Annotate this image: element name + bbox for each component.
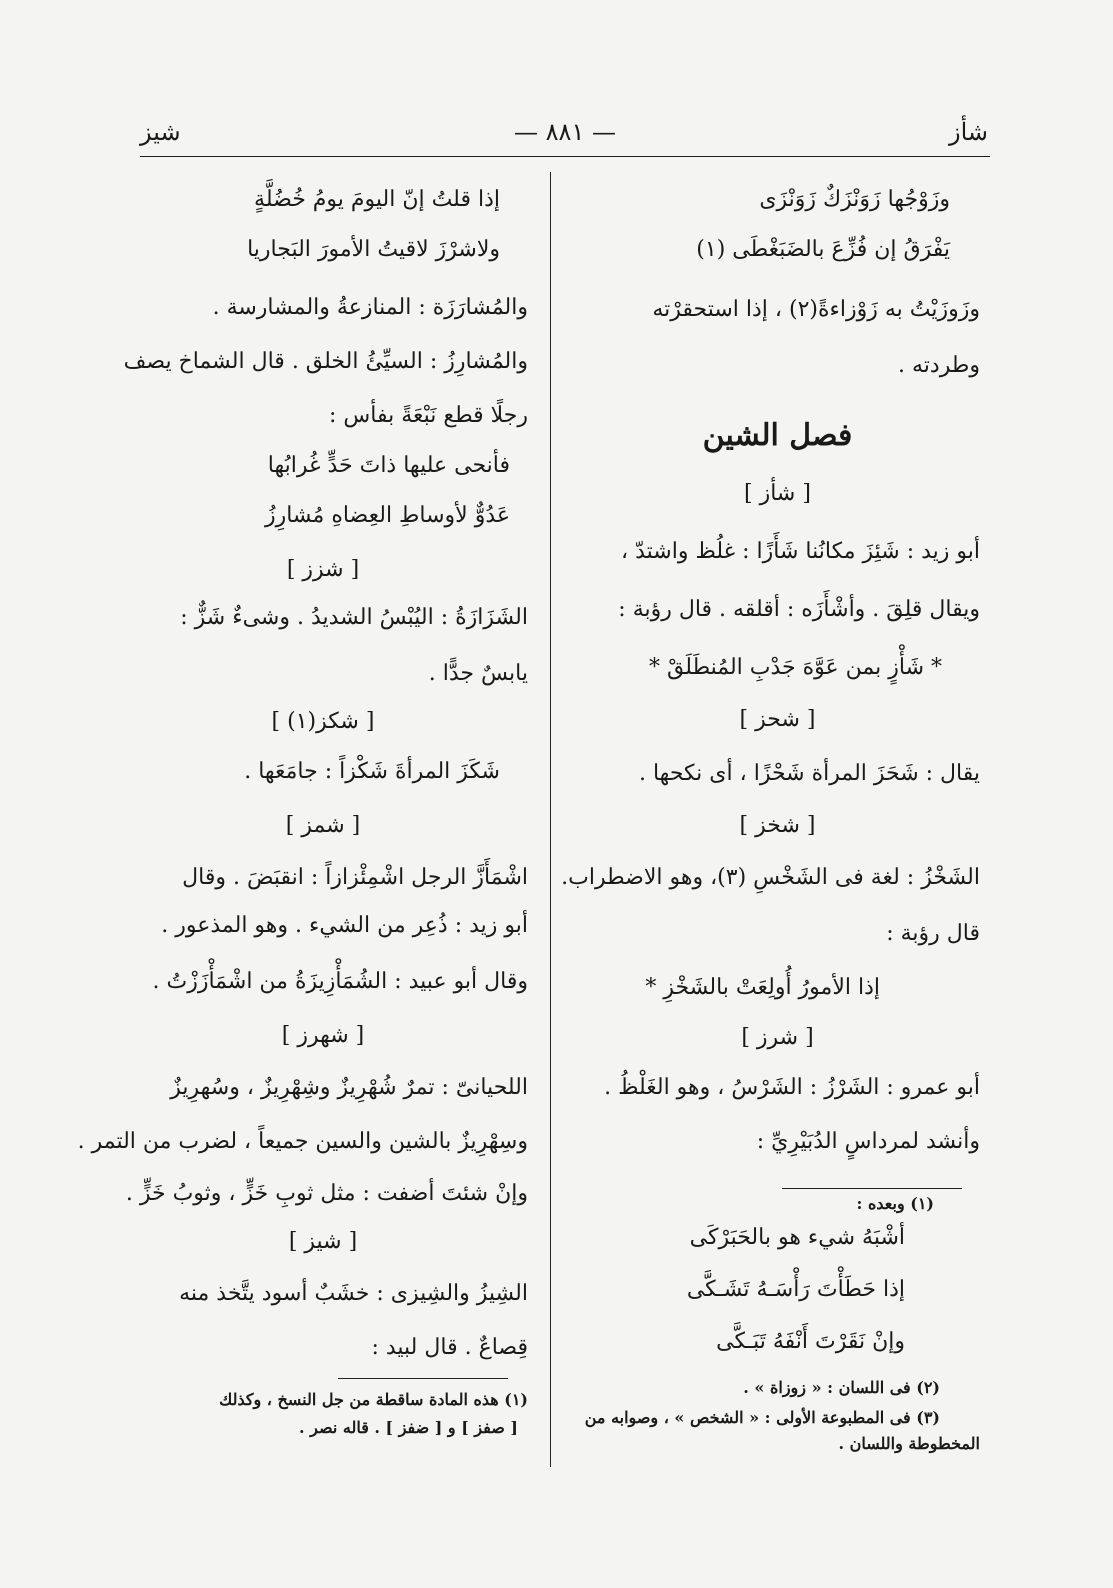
footnote-2: (٢) فى اللسان : « زوزاة » .	[743, 1378, 940, 1397]
text-line: وأنشد لمرداسٍ الدُبَيْرِيِّ :	[756, 1129, 980, 1154]
text-line: يابسٌ جدًّا .	[428, 661, 528, 686]
footnote-verse: أشْبَهُ شيء هو بالحَبَرْكَى	[689, 1225, 905, 1250]
text-line: وقال أبو عبيد : الشُمَأْزِيزَةُ من اشْمَأْزَزْتُ .	[152, 969, 528, 994]
verse-line: إذا قلتُ إنّ اليومَ يومُ خُضُلَّةٍ	[254, 187, 500, 212]
footnote-rule	[338, 1378, 508, 1379]
entry-heading: [ شحز ]	[739, 707, 816, 732]
text-line: رجلًا قطع نَبْعَةً بفأس :	[329, 403, 528, 428]
entry-heading: [ شيز ]	[288, 1229, 358, 1254]
verse-line: إذا الأمورُ أُولِعَتْ بالشَخْزِ *	[645, 975, 880, 1000]
text-line: وطردته .	[898, 353, 980, 378]
text-line: الشِيزُ والشِيزى : خشَبٌ أسود يتَّخذ منه	[179, 1281, 528, 1306]
text-line: قِصاعٌ . قال لبيد :	[371, 1335, 528, 1360]
entry-heading: [ شكز(١) ]	[271, 709, 375, 734]
text-line: شَكَزَ المرأةَ شَكْزاً : جامَعَها .	[244, 759, 500, 784]
footnote-3: (٣) فى المطبوعة الأولى : « الشخص » ، وصوابه من	[584, 1408, 940, 1427]
footnote-verse: إذا حَطَأْتَ رَأْسَـهُ تَشَـكَّى	[686, 1277, 905, 1302]
entry-heading: [ شهرز ]	[281, 1023, 365, 1048]
text-line: أبو زيد : شَئِزَ مكانُنا شَأَزًا : غلُظ واشتدّ ،	[621, 539, 980, 564]
verse-line: وزَوْجُها زَوَنْزَكٌ زَوَنْزَى	[759, 187, 950, 212]
text-line: وإنْ شئتَ أضفت : مثل ثوبِ خَزٍّ ، وثوبُ خَزٍّ .	[125, 1181, 528, 1206]
footnote-3-continued: المخطوطة واللسان .	[838, 1434, 980, 1453]
entry-heading: [ شخز ]	[739, 813, 816, 838]
entry-heading: [ شأز ]	[744, 481, 811, 506]
text-line: ويقال قلِقَ . وأشْأَزَه : أقلقه . قال رؤبة :	[618, 597, 980, 622]
header-entry-word: شأز	[948, 118, 988, 146]
text-line: وسِهْرِيزٌ بالشين والسين جميعاً ، لضرب من التمر .	[77, 1129, 528, 1154]
text-line: الشَخْزُ : لغة فى الشَخْسِ (٣)، وهو الاضطراب.	[561, 865, 980, 890]
verse-line: عَدُوٌّ لأوساطِ العِضاهِ مُشارِزُ	[264, 503, 510, 528]
text-line: اللحيانىّ : تمرٌ شُهْرِيزٌ وشِهْرِيزٌ ، وسُهرِيزٌ	[170, 1075, 528, 1100]
text-line: والمُشارِزُ : السيِّئُ الخلق . قال الشماخ يصف	[123, 349, 528, 374]
verse-line: فأنحى عليها ذاتَ حَدٍّ غُرابُها	[267, 453, 510, 478]
entry-heading: [ شمز ]	[285, 813, 361, 838]
entry-heading: [ شرز ]	[741, 1025, 814, 1050]
verse-line: * شَأْزٍ بمن عَوَّهَ جَدْبِ المُنطَلَقْ *	[648, 655, 942, 680]
header-last-word: شيز	[140, 118, 181, 146]
verse-line: ولاشرْزَ لاقيتُ الأمورَ البَجاريا	[247, 237, 500, 262]
footnote-rule	[782, 1188, 962, 1189]
text-line: اشْمَأَزَّ الرجل اشْمِئْزازاً : انقبَضَ . وقال	[182, 865, 528, 890]
footnote-1: (١) هذه المادة ساقطة من جل النسخ ، وكذلك	[219, 1390, 528, 1409]
footnote-verse: وإنْ نَقَرْتَ أَنْفَهُ تَبَـكَّى	[716, 1329, 905, 1354]
text-line: وزَوزَيْتُ به زَوْزاءةً(٢) ، إذا استحقرْته	[652, 297, 980, 322]
text-line: أبو عمرو : الشَرْزُ : الشَرْسُ ، وهو الغَلْظُ .	[604, 1075, 980, 1100]
footnote-1-continued: [ صفز ] و [ ضفز ] . قاله نصر .	[299, 1418, 518, 1437]
header-rule	[140, 156, 990, 157]
text-line: قال رؤبة :	[886, 921, 980, 946]
text-line: والمُشارَزَة : المنازعةُ والمشارسة .	[212, 295, 528, 320]
entry-heading: [ شزز ]	[286, 557, 360, 582]
section-heading: فصل الشين	[702, 418, 853, 453]
footnote-1-label: (١) وبعده :	[856, 1194, 934, 1213]
text-line: أبو زيد : ذُعِر من الشيء . وهو المذعور .	[161, 913, 528, 938]
text-line: الشَزَازَةُ : اليُبْسُ الشديدُ . وشىءٌ شَزٌّ :	[180, 605, 528, 630]
text-line: يقال : شَحَزَ المرأة شَحْزًا ، أى نكحها .	[638, 761, 980, 786]
column-divider	[550, 172, 551, 1467]
page-number: — ٨٨١ —	[514, 118, 616, 146]
verse-line: يَفْرَقُ إن فُزِّعَ بالضَبَغْطَى (١)	[696, 237, 950, 262]
